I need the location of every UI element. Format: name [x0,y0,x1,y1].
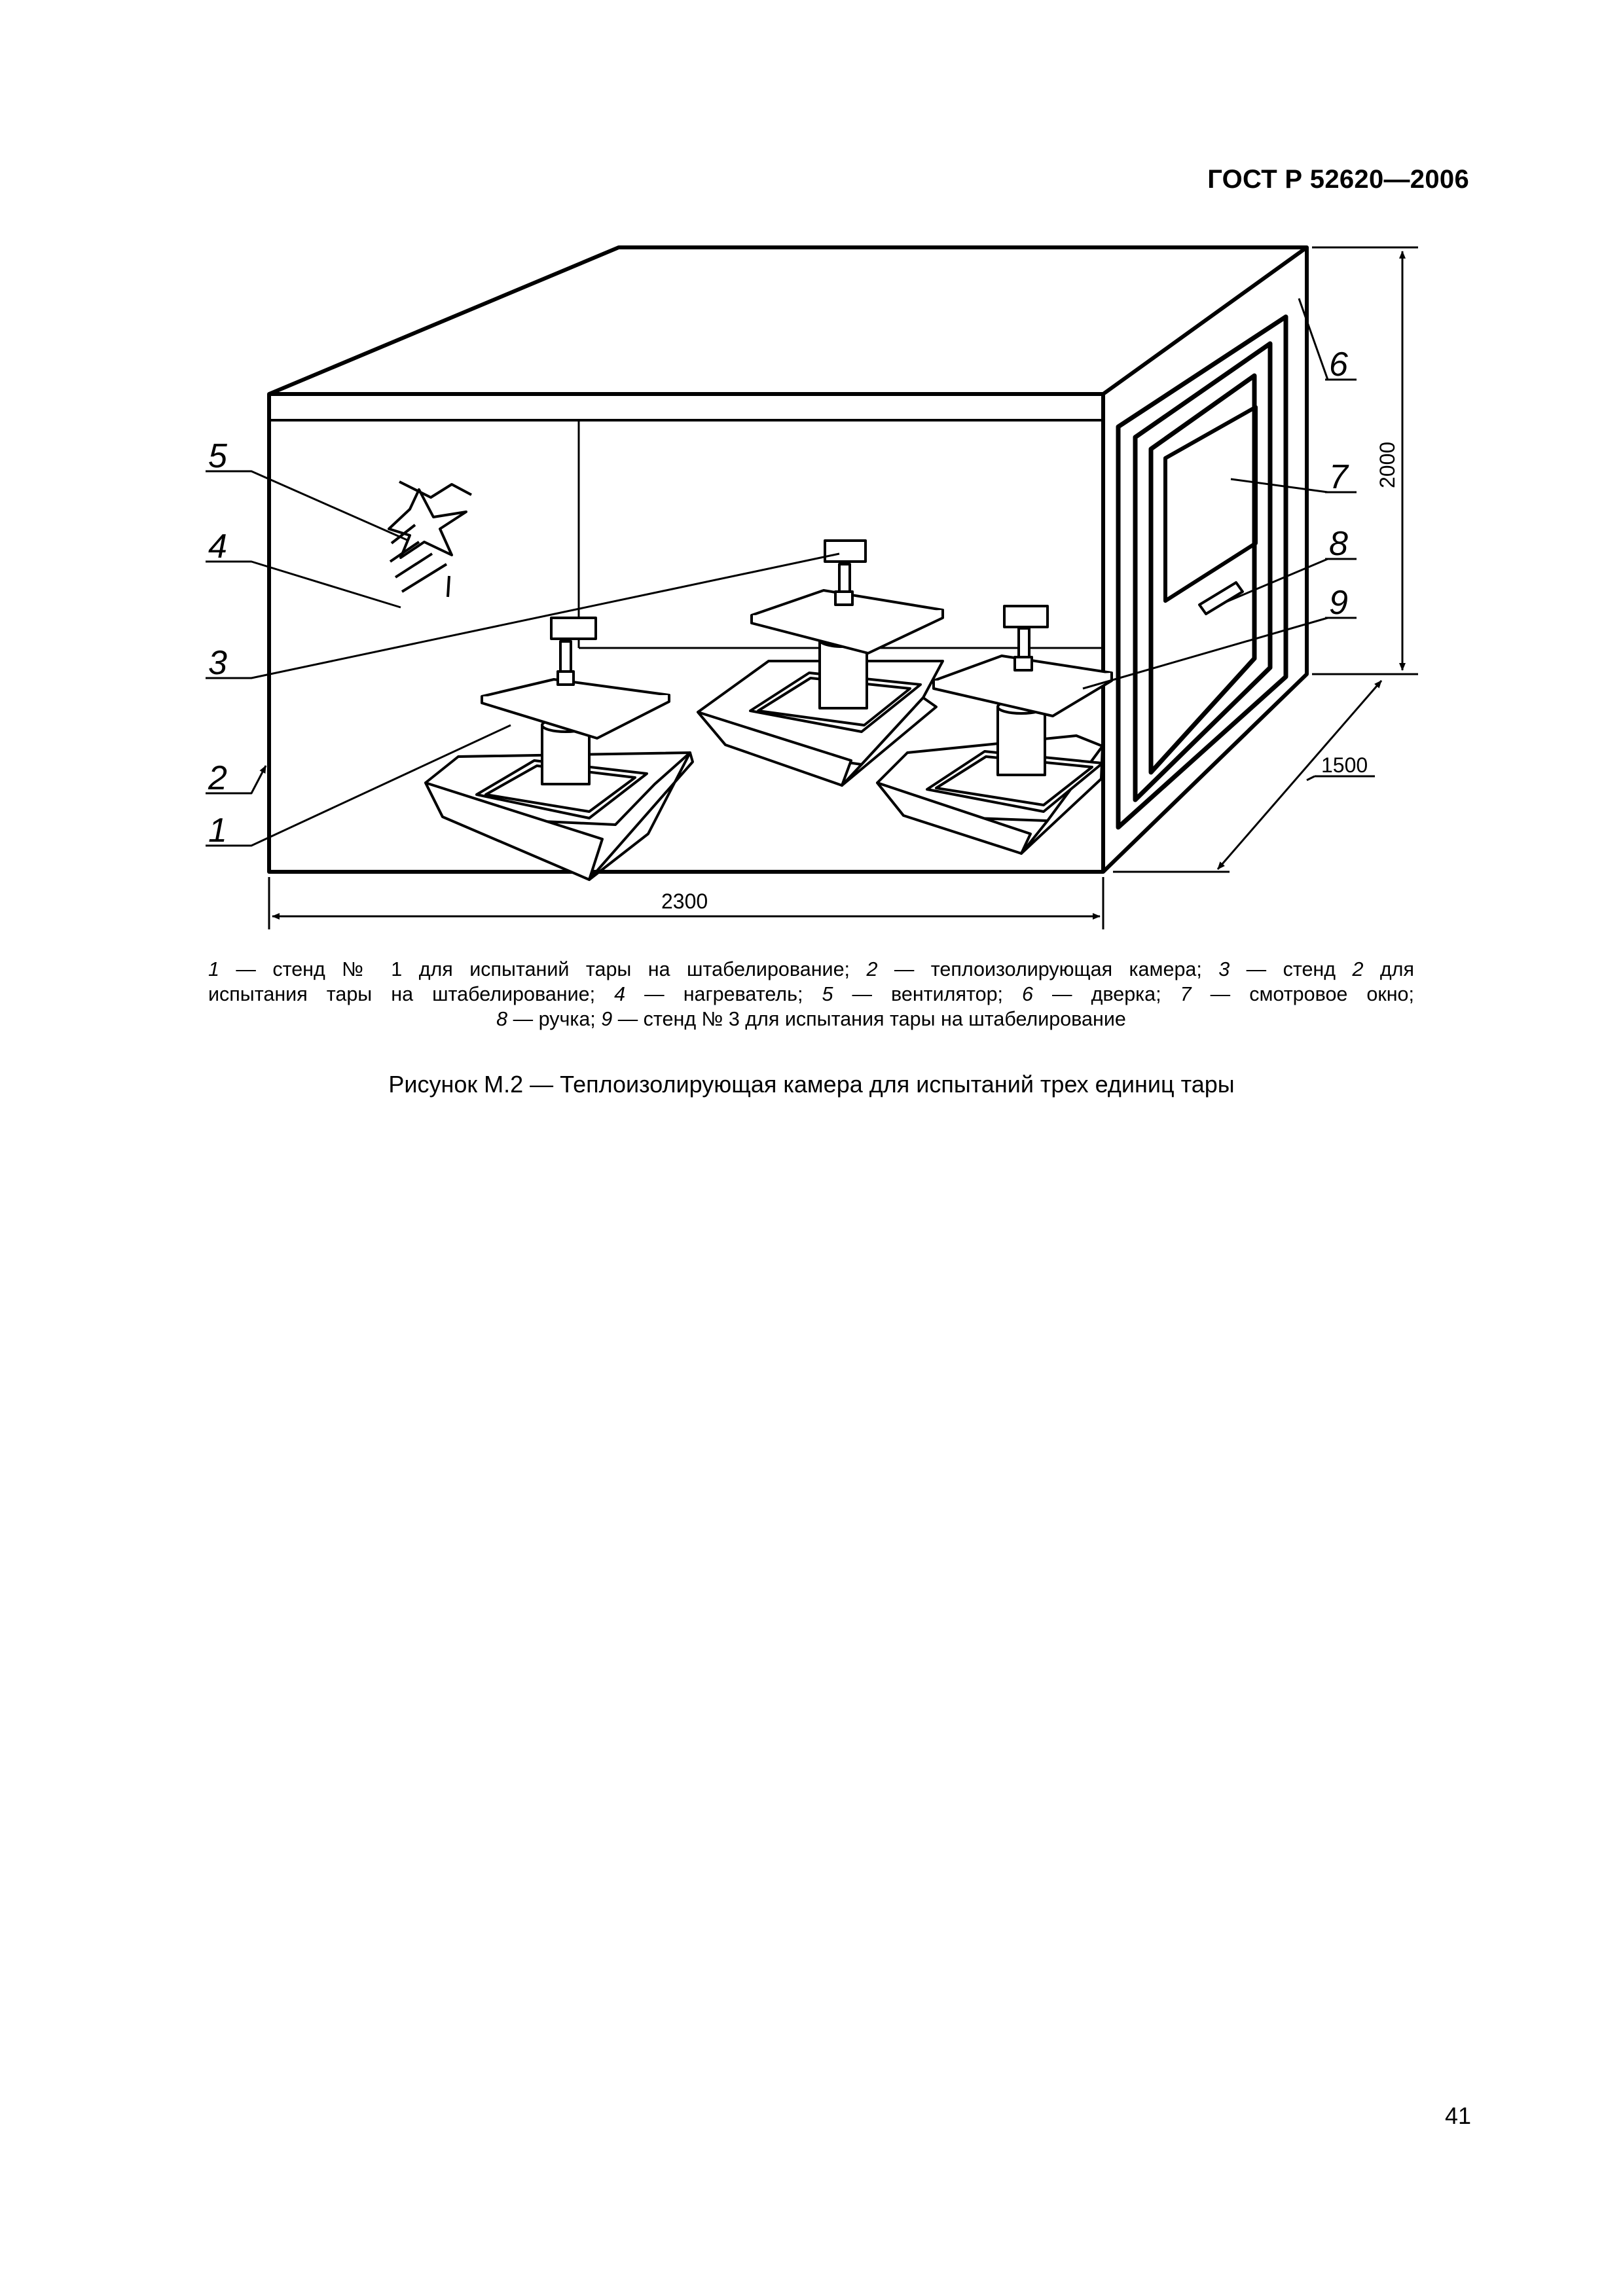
legend-line-2: испытания тары на штабелирование; 4 — нагреватель; 5 — вентилятор; 6 — дверка; 7 — смотровое окно; [208,983,1414,1005]
callout-2: 2 [208,759,227,797]
figure-caption: Рисунок М.2 — Теплоизолирующая камера для испытаний трех единиц тары [388,1071,1235,1098]
callout-5: 5 [208,437,227,475]
callout-3: 3 [208,644,227,682]
callout-4: 4 [208,528,227,565]
dimension-height: 2000 [1376,441,1399,488]
callout-1: 1 [208,812,227,850]
legend-line-1: 1 — стенд № 1 для испытаний тары на штабелирование; 2 — теплоизолирующая камера; 3 — стенд 2 для [208,958,1414,980]
legend-line-3: 8 — ручка; 9 — стенд № 3 для испытания тары на штабелирование [496,1008,1126,1030]
figure-legend [208,957,1414,1031]
chamber-figure [0,0,1623,942]
page-number: 41 [1444,2102,1471,2129]
dimension-width: 2300 [661,889,708,913]
callout-7: 7 [1329,458,1348,496]
view-window [1165,407,1256,601]
callout-9: 9 [1329,584,1348,622]
dimension-depth: 1500 [1321,753,1368,777]
callout-8: 8 [1329,525,1348,563]
callout-6: 6 [1329,346,1348,384]
document-code: ГОСТ Р 52620—2006 [1207,165,1469,194]
door [1118,317,1286,827]
